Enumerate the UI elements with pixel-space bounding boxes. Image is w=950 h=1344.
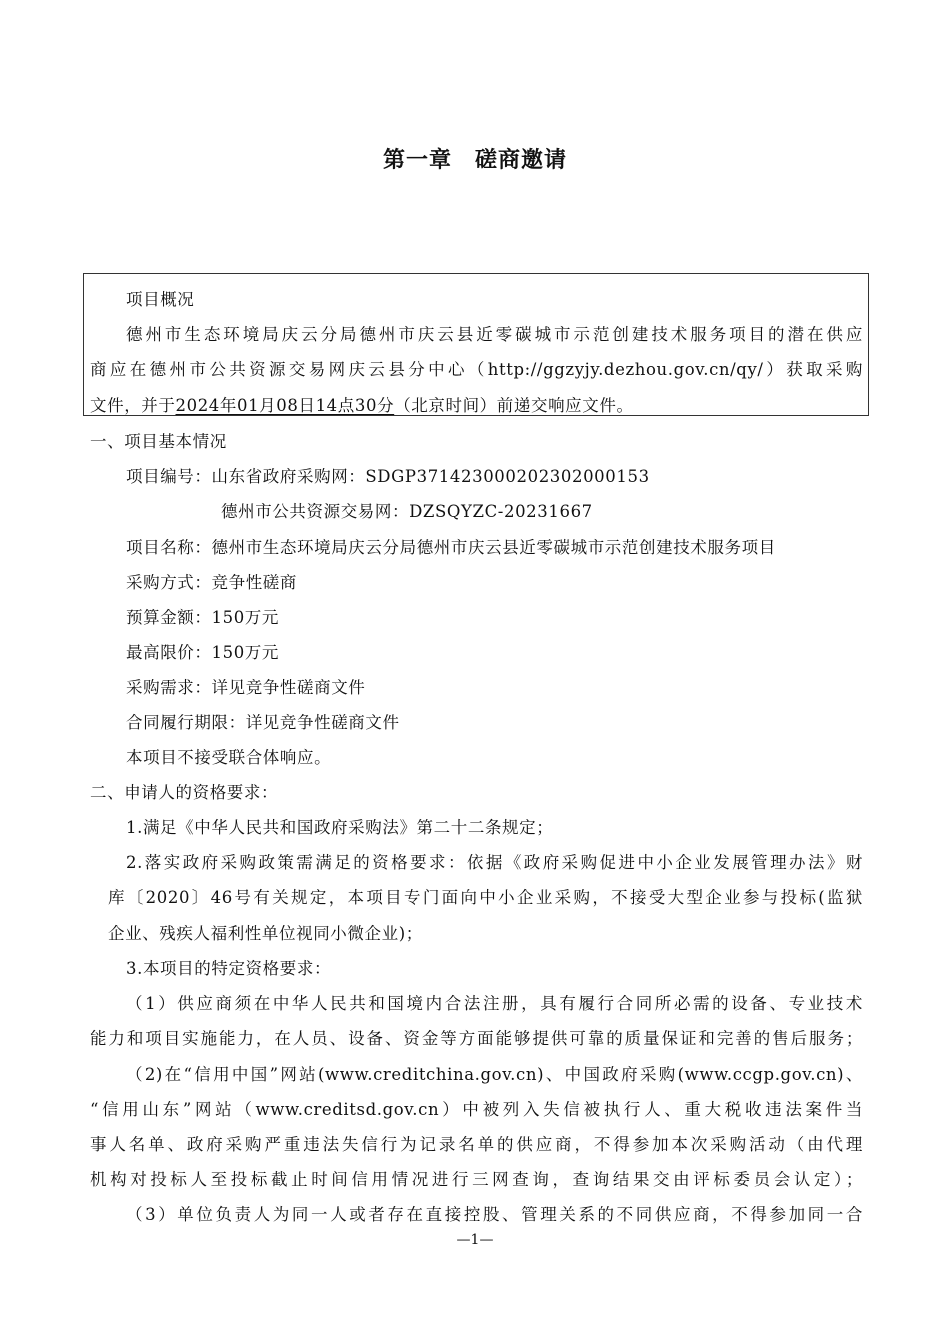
overview-line [90,392,634,416]
overview-line: 商应在德州市公共资源交易网庆云县分中心（http://ggzyjy.dezhou.gov.cn/qy/）获取采购 [90,360,863,379]
section-heading: 一、项目基本情况 [90,432,227,451]
contract-period: 合同履行期限：详见竞争性磋商文件 [126,713,400,732]
requirement-subitem: （2)在“信用中国”网站(www.creditchina.gov.cn)、中国政府采购(www.ccgp.gov.cn)、 [126,1065,863,1084]
requirement-subitem: 事人名单、政府采购严重违法失信行为记录名单的供应商，不得参加本次采购活动（由代理 [90,1135,863,1154]
project-number-1: 项目编号：山东省政府采购网：SDGP371423000202302000153 [126,467,650,486]
response-deadline: 2024年01月08日14点30分 [175,396,395,415]
requirement-item: 企业、残疾人福利性单位视同小微企业)； [108,924,423,943]
overview-line: 德州市生态环境局庆云分局德州市庆云县近零碳城市示范创建技术服务项目的潜在供应 [126,325,863,344]
overview-line3-prefix: 文件，并于 [90,396,176,415]
requirement-subitem: 机构对投标人至投标截止时间信用情况进行三网查询，查询结果交由评标委员会认定）； [90,1170,863,1189]
requirement-subitem: （1）供应商须在中华人民共和国境内合法注册，具有履行合同所必需的设备、专业技术 [126,994,863,1013]
section-heading: 二、申请人的资格要求： [90,783,279,802]
page-number: —1— [456,1232,494,1248]
project-name: 项目名称：德州市生态环境局庆云分局德州市庆云县近零碳城市示范创建技术服务项目 [126,538,776,557]
requirement-subitem: （3）单位负责人为同一人或者存在直接控股、管理关系的不同供应商，不得参加同一合 [126,1205,863,1224]
overview-line3-suffix: （北京时间）前递交响应文件。 [394,396,634,415]
procurement-method: 采购方式：竞争性磋商 [126,573,297,592]
max-price: 最高限价：150万元 [126,643,279,662]
requirement-item: 3.本项目的特定资格要求： [126,959,332,978]
project-number-2: 德州市公共资源交易网：DZSQYZC-20231667 [221,502,593,521]
consortium-note: 本项目不接受联合体响应。 [126,748,332,767]
procurement-demand: 采购需求：详见竞争性磋商文件 [126,678,366,697]
requirement-item: 1.满足《中华人民共和国政府采购法》第二十二条规定； [126,818,554,837]
requirement-subitem: 能力和项目实施能力，在人员、设备、资金等方面能够提供可靠的质量保证和完善的售后服务； [90,1029,863,1048]
chapter-title: 第一章 磋商邀请 [382,148,567,173]
requirement-subitem: “信用山东”网站（www.creditsd.gov.cn）中被列入失信被执行人、重大税收违法案件当 [90,1100,863,1119]
budget-amount: 预算金额：150万元 [126,608,279,627]
requirement-item: 库〔2020〕46号有关规定，本项目专门面向中小企业采购，不接受大型企业参与投标(监狱 [108,888,863,907]
requirement-item: 2.落实政府采购政策需满足的资格要求：依据《政府采购促进中小企业发展管理办法》财 [126,853,863,872]
overview-heading: 项目概况 [126,290,195,309]
